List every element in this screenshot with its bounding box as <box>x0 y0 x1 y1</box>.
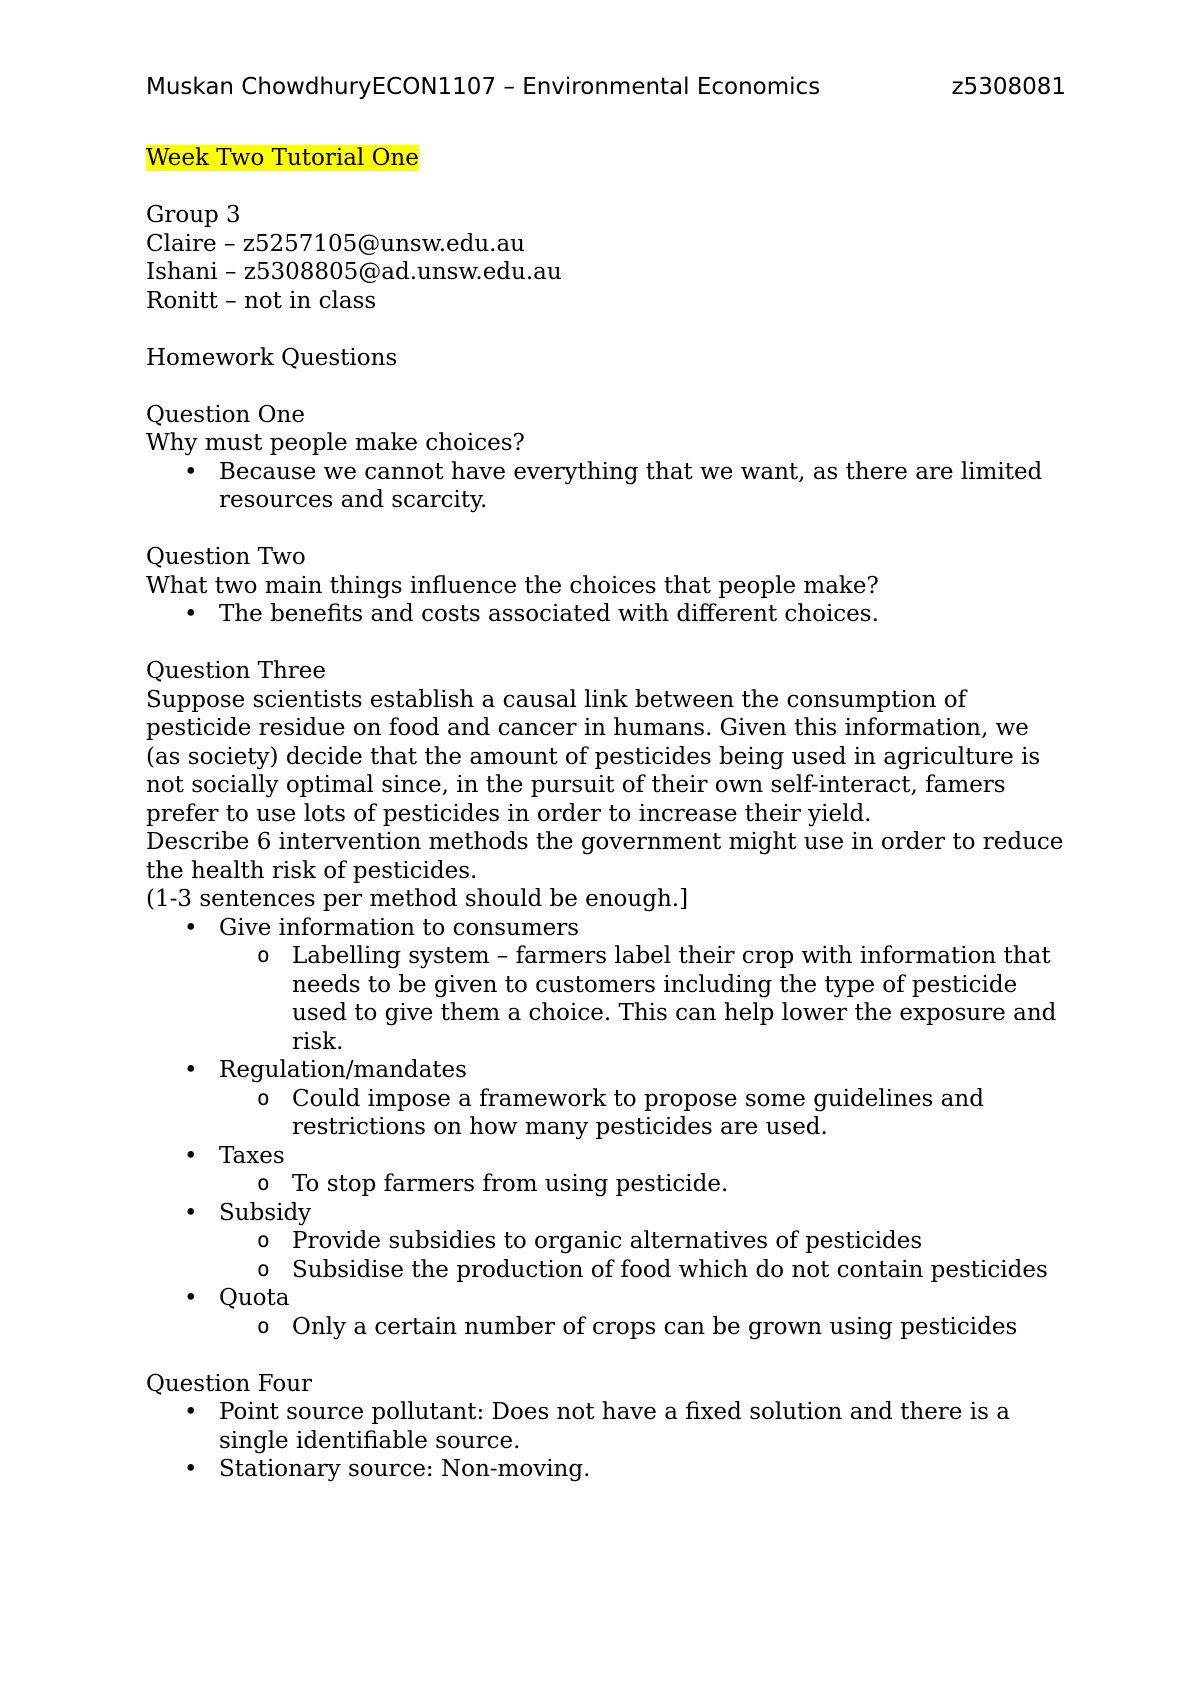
question-three-title: Question Three <box>146 658 327 684</box>
method-item: • Subsidy <box>146 1199 1066 1228</box>
method-detail: o To stop farmers from using pesticide. <box>146 1170 1066 1199</box>
question-one-prompt: Why must people make choices? <box>146 430 525 456</box>
method-item: • Regulation/mandates <box>146 1056 1066 1085</box>
intervention-methods-list <box>146 914 1066 1342</box>
question-two-answer: • The benefits and costs associated with different choices. <box>146 600 1066 629</box>
question-three-task: Describe 6 intervention methods the government might use in order to reduce the health risk of pesticides. <box>146 829 1064 884</box>
method-detail: o Provide subsidies to organic alternatives of pesticides <box>146 1227 1066 1256</box>
method-detail: o Only a certain number of crops can be grown using pesticides <box>146 1313 1066 1342</box>
question-four-answer: • Stationary source: Non-moving. <box>146 1455 1066 1484</box>
question-three-prompt: Suppose scientists establish a causal link between the consumption of pesticide residue on food and cancer in humans. Given this information, we (as society) decide that the amount of pesticides being used in agriculture is not socially optimal since, in the pursuit of their own self-interact, famers prefer to use lots of pesticides in order to increase their yield. <box>146 686 1041 827</box>
page-header <box>146 70 1066 104</box>
document-title: Week Two Tutorial One <box>146 145 419 171</box>
question-three-note: (1-3 sentences per method should be enough.] <box>146 886 689 912</box>
group-member: Claire – z5257105@unsw.edu.au <box>146 230 525 257</box>
method-item: • Give information to consumers <box>146 914 1066 943</box>
question-two-title: Question Two <box>146 544 306 570</box>
method-item: • Quota <box>146 1284 1066 1313</box>
group-name: Group 3 <box>146 202 241 228</box>
homework-heading: Homework Questions <box>146 344 398 371</box>
group-member: Ronitt – not in class <box>146 287 377 314</box>
method-detail: o Labelling system – farmers label their crop with information that needs to be given to customers including the type of pesticide used to give them a choice. This can help lower the exposure and risk. <box>146 942 1066 1056</box>
method-detail: o Subsidise the production of food which do not contain pesticides <box>146 1256 1066 1285</box>
method-detail: o Could impose a framework to propose some guidelines and restrictions on how many pesticides are used. <box>146 1085 1066 1142</box>
method-item: • Taxes <box>146 1142 1066 1171</box>
header-author-course: Muskan ChowdhuryECON1107 – Environmental Economics <box>146 74 821 100</box>
question-four-answer: • Point source pollutant: Does not have a fixed solution and there is a single identifiable source. <box>146 1398 1066 1455</box>
document-body <box>146 144 1066 1484</box>
question-one-answer: • Because we cannot have everything that we want, as there are limited resources and scarcity. <box>146 458 1066 515</box>
header-student-id: z5308081 <box>951 74 1066 100</box>
question-one-title: Question One <box>146 401 305 428</box>
group-member: Ishani – z5308805@ad.unsw.edu.au <box>146 259 562 285</box>
question-four-title: Question Four <box>146 1370 313 1397</box>
question-two-prompt: What two main things influence the choices that people make? <box>146 572 879 599</box>
